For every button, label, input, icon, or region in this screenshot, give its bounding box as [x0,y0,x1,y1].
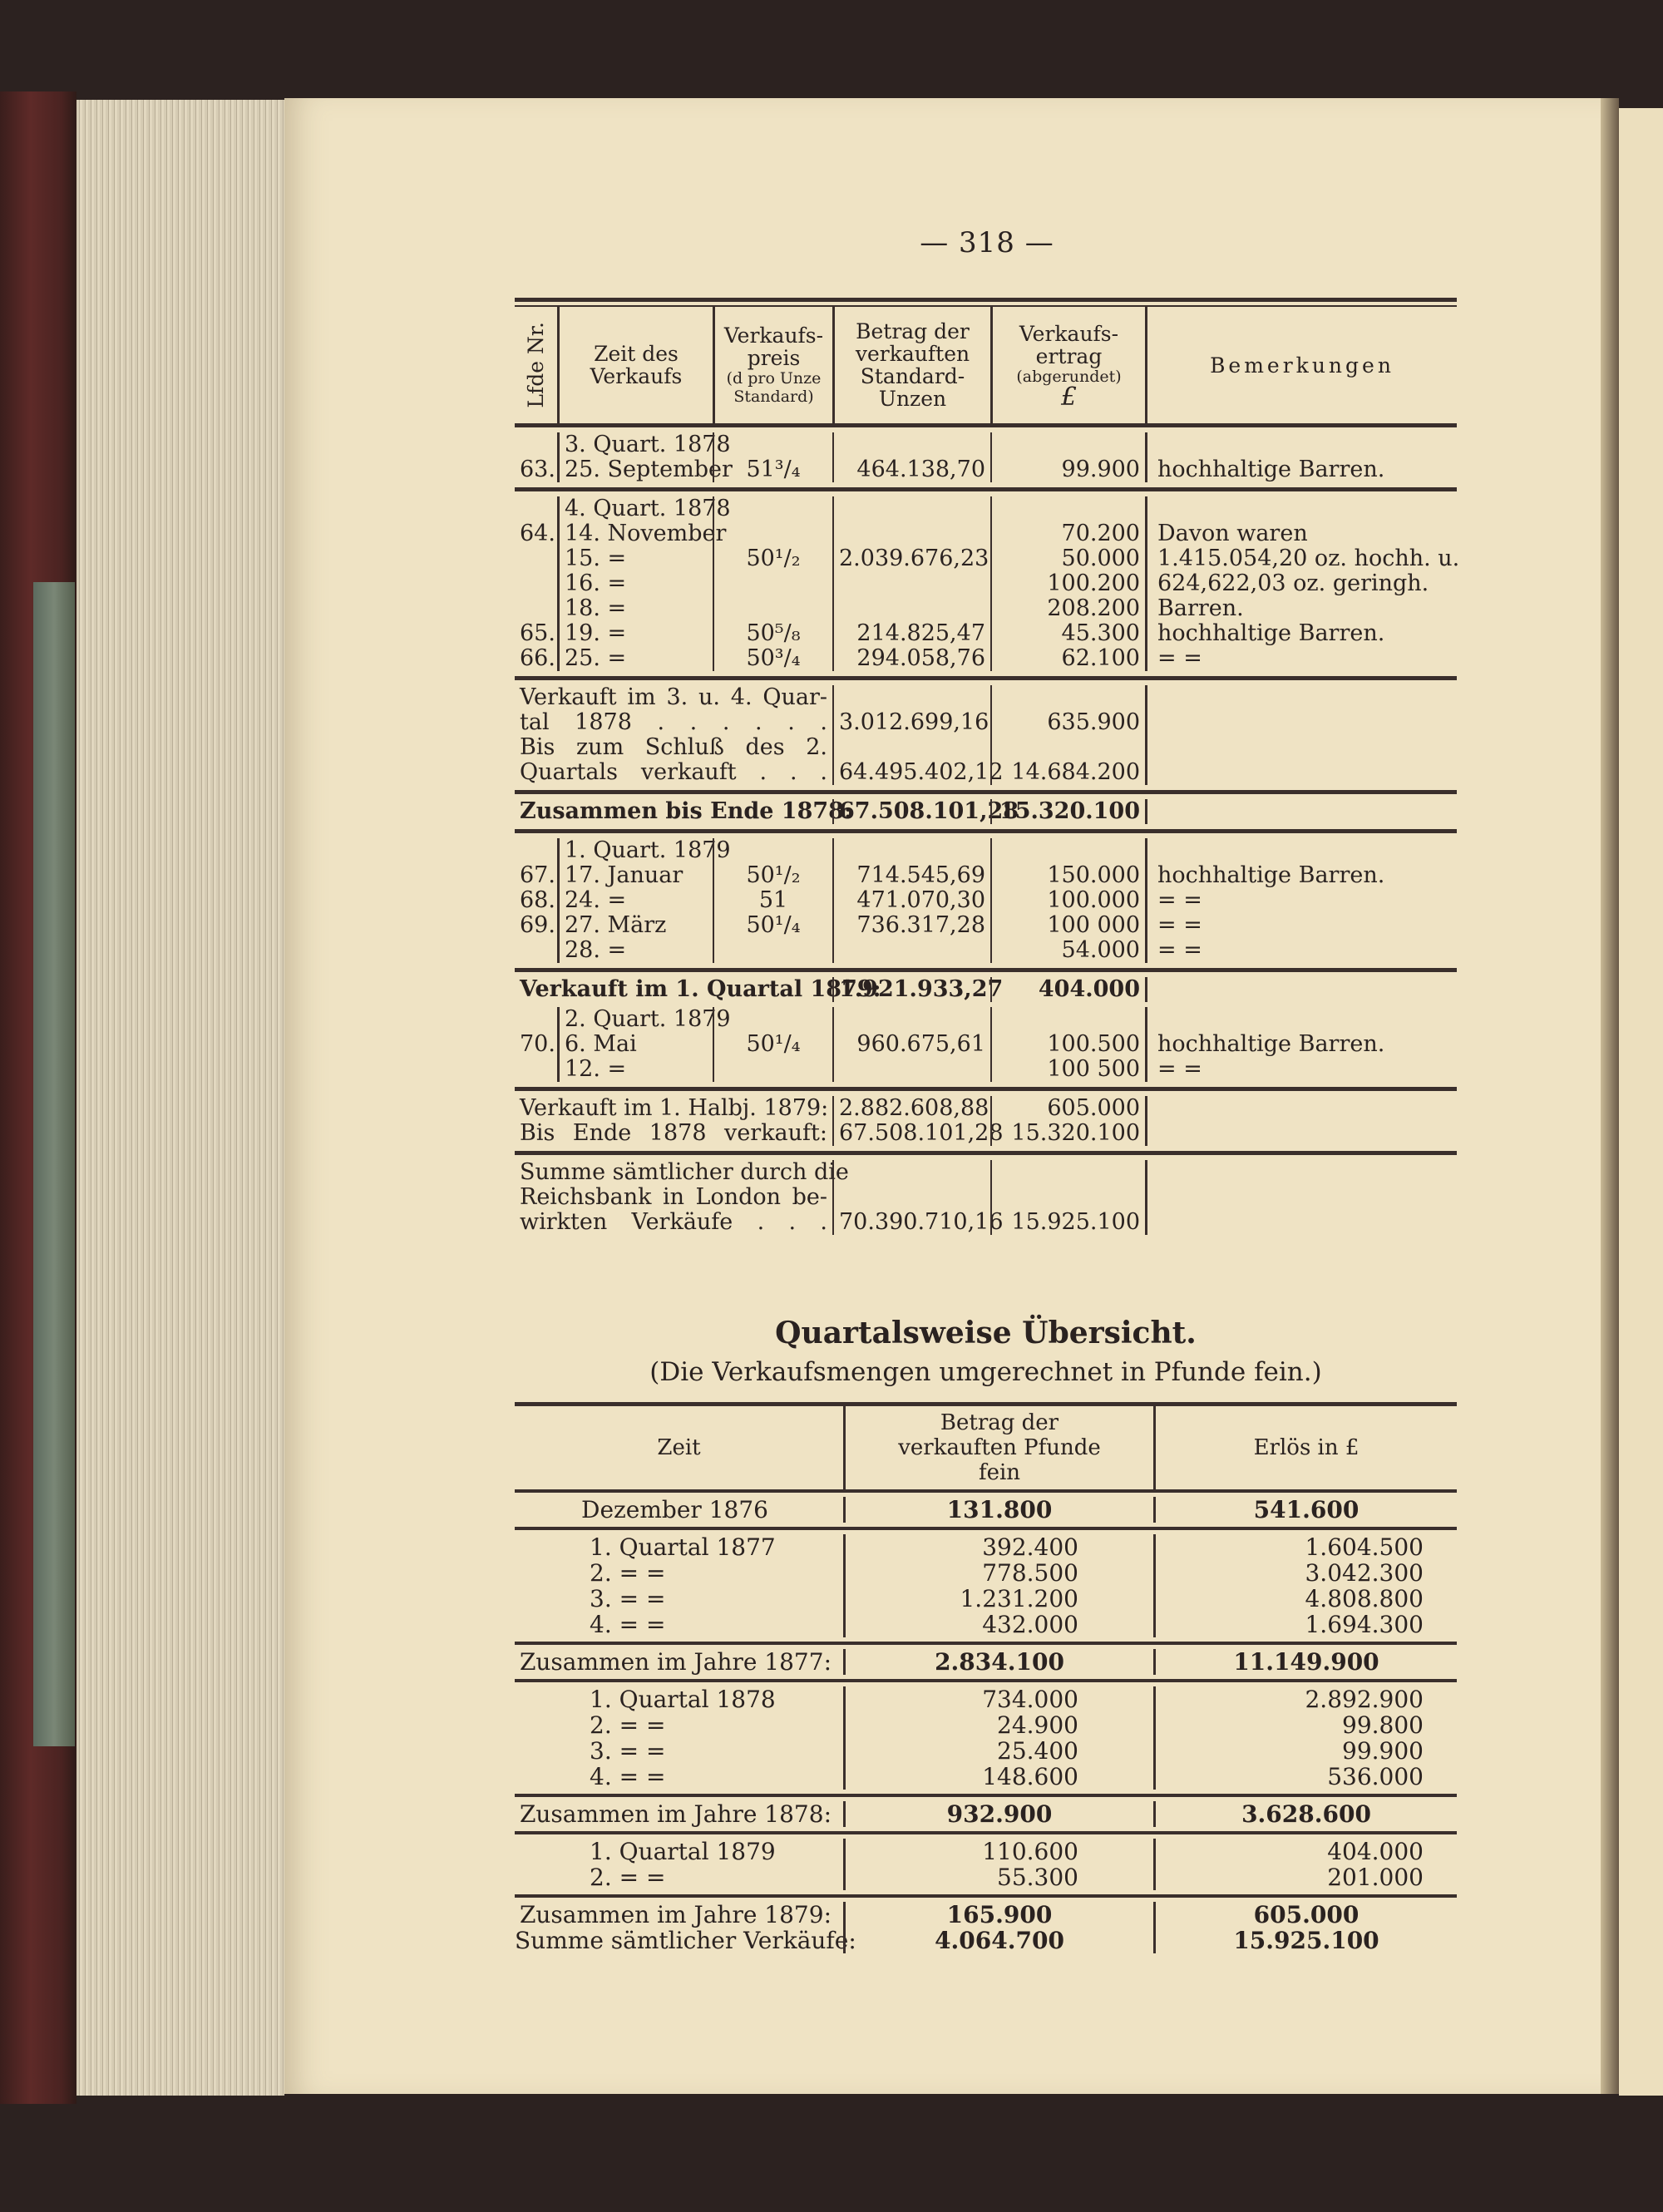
sales-table-body [515,423,1460,1240]
overview-row [515,1764,1457,1790]
ertrag-cell: 150.000 [990,863,1145,888]
table-row [515,496,1457,521]
overview-row [515,1612,1457,1637]
overview-row [515,1902,1457,1928]
betrag-cell: 778.500 [843,1560,1153,1586]
table-row [515,888,1457,913]
nr-cell: 70. [520,1031,555,1057]
ertrag-cell: 635.900 [990,710,1145,735]
betrag-cell [832,496,990,521]
betrag-cell [832,1185,990,1210]
summary-row [515,1160,1457,1185]
header-preis-label: Verkaufs-preis [723,323,824,370]
betrag-cell: 471.070,30 [832,888,990,913]
betrag-cell: 464.138,70 [832,457,990,482]
betrag-cell: 2.039.676,23 [832,546,990,571]
bemerkung-cell [1145,1007,1457,1032]
betrag-cell [832,596,990,621]
betrag-cell: 294.058,76 [832,646,990,671]
table-row [515,432,1457,457]
summary-label: Reichsbank in London be- [520,1184,827,1210]
bemerkung-cell: = = [1145,888,1457,913]
pound-sign: £ [1060,382,1078,412]
summary-label: Verkauft im 1. Quartal 1879: [520,976,881,1002]
preis-cell [713,571,832,596]
zeit-cell: 17. Januar [557,863,713,888]
table-block [515,1087,1457,1151]
bemerkung-cell [1145,977,1457,1002]
overview-row [515,1497,1457,1523]
ertrag-cell [990,735,1145,760]
ertrag-cell: 15.320.100 [990,1121,1145,1146]
nr-cell: 64. [520,521,555,546]
zeit-cell: 16. = [557,571,713,596]
bemerkung-cell [1145,496,1457,521]
ertrag-cell: 14.684.200 [990,760,1145,785]
ertrag-cell: 100.500 [990,1032,1145,1057]
header-preis [713,307,832,423]
header-ertrag [990,307,1145,423]
preis-cell [713,838,832,863]
preis-cell: 50⁵/₈ [713,621,832,646]
header-zeit: Zeit [657,1435,701,1460]
summary-row [515,1121,1457,1146]
erloes-cell: 2.892.900 [1153,1686,1457,1712]
header-preis-sub: (d pro Unze Standard) [726,369,822,406]
zeit-cell: Zusammen im Jahre 1877: [519,1648,832,1676]
summary-row [515,1096,1457,1121]
preis-cell: 50³/₄ [713,646,832,671]
table-row [515,1007,1457,1032]
erloes-cell: 1.604.500 [1153,1534,1457,1560]
summary-row [515,799,1457,824]
zeit-cell: 2. = = [590,1559,666,1587]
zeit-cell: 15. = [557,546,713,571]
betrag-cell: 64.495.402,12 [832,760,990,785]
zeit-cell: Zusammen im Jahre 1878: [519,1800,832,1828]
table-row [515,457,1457,482]
ertrag-cell: 15.925.100 [990,1210,1145,1235]
table-row [515,546,1460,571]
nr-cell [515,938,557,963]
zeit-cell: Zusammen im Jahre 1879: [519,1901,832,1928]
betrag-cell: 714.545,69 [832,863,990,888]
table-block [515,790,1457,829]
zeit-cell: Dezember 1876 [581,1496,768,1523]
betrag-cell [832,685,990,710]
ertrag-cell: 100 500 [990,1057,1145,1082]
bemerkung-cell [1145,432,1457,457]
bemerkung-cell: hochhaltige Barren. [1145,1032,1457,1057]
betrag-cell [832,521,990,546]
zeit-cell: 3. = = [590,1585,666,1612]
overview-block [515,1642,1457,1679]
table-block [515,829,1457,968]
ertrag-cell: 100 000 [990,913,1145,938]
erloes-cell: 404.000 [1153,1839,1457,1864]
preis-cell [713,596,832,621]
overview-row [515,1586,1457,1612]
preis-cell: 51 [713,888,832,913]
table-row [515,521,1457,546]
betrag-cell: 1.921.933,27 [832,977,990,1002]
preis-cell: 50¹/₂ [713,546,832,571]
summary-row [515,735,1457,760]
betrag-cell: 24.900 [843,1712,1153,1738]
erloes-cell: 3.628.600 [1153,1801,1457,1827]
zeit-cell: 25. = [557,646,713,671]
betrag-cell: 4.064.700 [843,1928,1153,1953]
overview-row [515,1801,1457,1827]
zeit-cell: 6. Mai [557,1032,713,1057]
betrag-cell: 55.300 [843,1864,1153,1890]
summary-row [515,760,1457,785]
summary-row [515,977,1457,1002]
header-nr-label: Lfde Nr. [524,322,548,408]
betrag-cell [832,735,990,760]
ertrag-cell [990,1007,1145,1032]
zeit-cell: 2. Quart. 1879 [557,1007,713,1032]
overview-row [515,1864,1457,1890]
nr-cell: 69. [520,912,555,938]
zeit-cell: 4. = = [590,1611,666,1638]
overview-table-body [515,1489,1457,1958]
ertrag-cell: 208.200 [990,596,1145,621]
header-betrag: Betrag der verkauften Pfunde fein [843,1406,1153,1489]
table-row [515,863,1457,888]
table-block [515,423,1457,487]
zeit-cell: 27. März [557,913,713,938]
zeit-cell: 12. = [557,1057,713,1082]
table-row [515,646,1457,671]
nr-cell: 65. [520,620,555,646]
sales-table [515,298,1460,1240]
zeit-cell: 1. Quartal 1879 [590,1838,776,1865]
bemerkung-cell: = = [1145,913,1457,938]
page-number: — 318 — [920,226,1054,259]
summary-label: Verkauft im 1. Halbj. 1879: [520,1095,829,1121]
header-bem-label: Bemerkungen [1210,353,1394,378]
betrag-cell [832,1160,990,1185]
nr-cell [515,1057,557,1082]
nr-cell [515,546,557,571]
summary-label: Quartals verkauft . . . [520,759,827,785]
ertrag-cell: 404.000 [990,977,1145,1002]
bemerkung-cell: = = [1145,646,1457,671]
table-row [515,838,1457,863]
summary-label: Summe sämtlicher durch die [520,1159,849,1185]
overview-row [515,1649,1457,1675]
nr-cell [515,432,557,457]
header-betrag-label: Betrag der verkauften Standard-Unzen [855,319,970,411]
table-block [515,1007,1457,1087]
betrag-cell: 165.900 [843,1902,1153,1928]
zeit-cell: 24. = [557,888,713,913]
erloes-cell: 1.694.300 [1153,1612,1457,1637]
erloes-cell: 11.149.900 [1153,1649,1457,1675]
summary-label: Verkauft im 3. u. 4. Quar- [520,684,827,710]
betrag-cell: 736.317,28 [832,913,990,938]
betrag-cell [832,1007,990,1032]
preis-cell [713,432,832,457]
zeit-cell: 18. = [557,596,713,621]
betrag-cell: 932.900 [843,1801,1153,1827]
overview-table-header [515,1402,1457,1489]
betrag-cell: 67.508.101,28 [832,1121,990,1146]
zeit-cell: 19. = [557,621,713,646]
table-row [515,571,1457,596]
table-row [515,1032,1457,1057]
betrag-cell: 432.000 [843,1612,1153,1637]
bemerkung-cell [1145,799,1457,824]
bemerkung-cell [1145,1160,1457,1185]
summary-label: Zusammen bis Ende 1878: [520,798,852,824]
overview-row [515,1738,1457,1764]
zeit-cell: 3. = = [590,1737,666,1765]
betrag-cell: 960.675,61 [832,1032,990,1057]
preis-cell: 51³/₄ [713,457,832,482]
table-row [515,1057,1457,1082]
erloes-cell: 201.000 [1153,1864,1457,1890]
ertrag-cell [990,838,1145,863]
nr-cell: 66. [520,645,555,671]
bemerkung-cell: hochhaltige Barren. [1145,621,1457,646]
bemerkung-cell [1145,1096,1457,1121]
ertrag-cell: 54.000 [990,938,1145,963]
erloes-cell: 605.000 [1153,1902,1457,1928]
table-block [515,968,1457,1007]
table-row [515,938,1457,963]
header-bemerkungen [1145,307,1457,423]
header-zeit-label: Zeit des Verkaufs [590,342,683,388]
nr-cell: 67. [520,862,555,888]
overview-title: Quartalsweise Übersicht. [775,1316,1197,1350]
overview-row [515,1712,1457,1738]
bemerkung-cell [1145,1121,1457,1146]
betrag-cell [832,838,990,863]
nr-cell: 68. [520,887,555,913]
nr-cell [515,496,557,521]
overview-table [515,1402,1457,1958]
zeit-cell: 14. November [557,521,713,546]
bemerkung-cell [1145,735,1457,760]
summary-row [515,685,1457,710]
summary-row [515,1210,1457,1235]
betrag-cell [832,1057,990,1082]
summary-label: tal 1878 . . . . . . [520,709,827,735]
nr-cell [515,596,557,621]
zeit-cell: 4. = = [590,1763,666,1790]
overview-block [515,1894,1457,1958]
overview-row [515,1534,1457,1560]
zeit-cell: 1. Quart. 1879 [557,838,713,863]
ertrag-cell: 15.320.100 [990,799,1145,824]
preis-cell [713,496,832,521]
ertrag-cell: 70.200 [990,521,1145,546]
betrag-cell: 110.600 [843,1839,1153,1864]
erloes-cell: 536.000 [1153,1764,1457,1790]
overview-row [515,1686,1457,1712]
erloes-cell: 541.600 [1153,1497,1457,1523]
nr-cell [515,1007,557,1032]
header-ertrag-label: Verkaufs-ertrag [1019,321,1119,368]
zeit-cell: 3. Quart. 1878 [557,432,713,457]
header-erloes: Erlös in £ [1153,1406,1457,1489]
overview-row [515,1560,1457,1586]
zeit-cell: 1. Quartal 1877 [590,1533,776,1561]
betrag-cell: 131.800 [843,1497,1153,1523]
betrag-cell: 67.508.101,28 [832,799,990,824]
ertrag-cell: 62.100 [990,646,1145,671]
book-gutter [1601,98,1619,2094]
summary-row [515,1185,1457,1210]
bemerkung-cell: = = [1145,1057,1457,1082]
betrag-cell [832,938,990,963]
table-block [515,487,1460,676]
preis-cell [713,938,832,963]
table-row [515,621,1457,646]
bemerkung-cell: = = [1145,938,1457,963]
ertrag-cell: 99.900 [990,457,1145,482]
page-stack-edge [76,100,284,2096]
summary-row [515,710,1457,735]
table-row [515,913,1457,938]
bemerkung-cell: Davon waren [1145,521,1457,546]
erloes-cell: 99.900 [1153,1738,1457,1764]
overview-subtitle: (Die Verkaufsmengen umgerechnet in Pfunde fein.) [649,1357,1322,1387]
ertrag-cell [990,1160,1145,1185]
preis-cell: 50¹/₄ [713,913,832,938]
bemerkung-cell: 624,622,03 oz. geringh. [1145,571,1457,596]
preis-cell [713,521,832,546]
betrag-cell: 214.825,47 [832,621,990,646]
zeit-cell: 2. = = [590,1711,666,1739]
table-block [515,1151,1457,1240]
ertrag-cell: 50.000 [990,546,1145,571]
betrag-cell: 392.400 [843,1534,1153,1560]
overview-row [515,1839,1457,1864]
nr-cell: 63. [520,457,555,482]
preis-cell [713,1057,832,1082]
book-binding-marbling [33,582,75,1746]
erloes-cell: 4.808.800 [1153,1586,1457,1612]
erloes-cell: 3.042.300 [1153,1560,1457,1586]
overview-row [515,1928,1457,1953]
overview-block [515,1794,1457,1831]
ertrag-cell: 605.000 [990,1096,1145,1121]
overview-block [515,1489,1457,1527]
betrag-cell [832,432,990,457]
erloes-cell: 99.800 [1153,1712,1457,1738]
preis-cell [713,1007,832,1032]
betrag-cell: 1.231.200 [843,1586,1153,1612]
ertrag-cell: 100.200 [990,571,1145,596]
facing-page-edge [1619,108,1663,2096]
sales-table-header [515,307,1457,423]
summary-label: wirkten Verkäufe . . . [520,1209,827,1235]
betrag-cell: 2.882.608,88 [832,1096,990,1121]
ertrag-cell [990,496,1145,521]
header-betrag [832,307,990,423]
overview-block [515,1831,1457,1894]
nr-cell [515,838,557,863]
ertrag-cell [990,1185,1145,1210]
bemerkung-cell [1145,760,1457,785]
erloes-cell: 15.925.100 [1153,1928,1457,1953]
nr-cell [515,571,557,596]
bemerkung-cell: hochhaltige Barren. [1145,457,1457,482]
betrag-cell [832,571,990,596]
table-block [515,676,1457,790]
table-top-rule [515,298,1457,302]
bemerkung-cell: 1.415.054,20 oz. hochh. u. [1145,546,1457,571]
zeit-cell: Summe sämtlicher Verkäufe: [515,1927,856,1954]
preis-cell: 50¹/₄ [713,1032,832,1057]
betrag-cell: 734.000 [843,1686,1153,1712]
overview-block [515,1679,1457,1794]
zeit-cell: 28. = [557,938,713,963]
ertrag-cell: 100.000 [990,888,1145,913]
bemerkung-cell [1145,838,1457,863]
bemerkung-cell [1145,685,1457,710]
summary-label: Bis Ende 1878 verkauft: [520,1120,827,1146]
header-nr [515,307,557,423]
bemerkung-cell [1145,1185,1457,1210]
betrag-cell: 3.012.699,16 [832,710,990,735]
betrag-cell: 148.600 [843,1764,1153,1790]
ertrag-cell [990,432,1145,457]
ertrag-cell [990,685,1145,710]
bemerkung-cell [1145,1210,1457,1235]
header-zeit [557,307,713,423]
bemerkung-cell: Barren. [1145,596,1457,621]
zeit-cell: 1. Quartal 1878 [590,1686,776,1713]
ertrag-cell: 45.300 [990,621,1145,646]
bemerkung-cell [1145,710,1457,735]
header-ertrag-sub: (abgerundet) [1016,367,1122,386]
bemerkung-cell: hochhaltige Barren. [1145,863,1457,888]
betrag-cell: 25.400 [843,1738,1153,1764]
overview-block [515,1527,1457,1642]
table-row [515,596,1457,621]
zeit-cell: 25. September [557,457,713,482]
zeit-cell: 2. = = [590,1864,666,1891]
preis-cell: 50¹/₂ [713,863,832,888]
betrag-cell: 2.834.100 [843,1649,1153,1675]
summary-label: Bis zum Schluß des 2. [520,734,827,760]
betrag-cell: 70.390.710,16 [832,1210,990,1235]
zeit-cell: 4. Quart. 1878 [557,496,713,521]
